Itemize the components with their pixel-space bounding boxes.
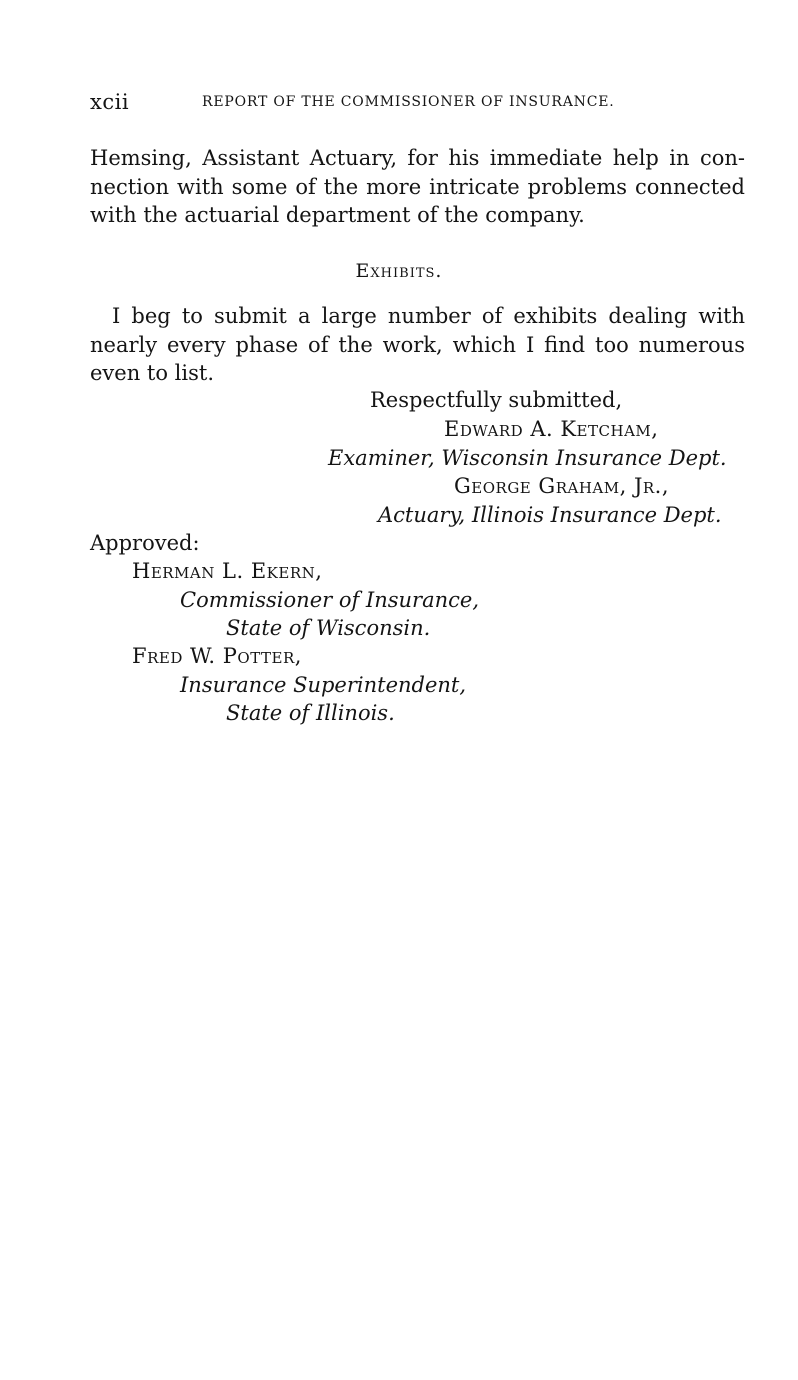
paragraph-line: with the actuarial department of the company. bbox=[90, 203, 585, 227]
signatory-title: Actuary, Illinois Insurance Dept. bbox=[378, 503, 722, 527]
page-number: xcii bbox=[90, 90, 130, 114]
opening-paragraph bbox=[90, 144, 745, 230]
running-title: REPORT OF THE COMMISSIONER OF INSURANCE. bbox=[202, 94, 615, 110]
paragraph-line: nearly every phase of the work, which I find too numerous bbox=[90, 332, 745, 357]
paragraph-line: I beg to submit a large number of exhibits dealing with bbox=[112, 304, 745, 328]
signatory-name: Edward A. Ketcham, bbox=[444, 417, 659, 441]
approver-title: Insurance Superintendent, bbox=[180, 673, 467, 697]
paragraph-line: even to list. bbox=[90, 361, 215, 385]
approver-state: State of Illinois. bbox=[226, 701, 395, 725]
running-head bbox=[90, 90, 748, 116]
signatory-title: Examiner, Wisconsin Insurance Dept. bbox=[328, 446, 727, 470]
approver-title: Commissioner of Insurance, bbox=[180, 588, 479, 612]
approver-name: Herman L. Ekern, bbox=[132, 559, 323, 583]
closing-salutation: Respectfully submitted, bbox=[370, 388, 623, 412]
exhibits-paragraph bbox=[90, 302, 745, 388]
approver-name: Fred W. Potter, bbox=[132, 644, 302, 668]
paragraph-line: nection with some of the more intricate problems connected bbox=[90, 174, 745, 199]
approval-label: Approved: bbox=[90, 531, 200, 555]
paragraph-line: Hemsing, Assistant Actuary, for his immediate help in con- bbox=[90, 146, 745, 170]
approver-state: State of Wisconsin. bbox=[226, 616, 431, 640]
signatory-name: George Graham, Jr., bbox=[454, 474, 670, 498]
section-heading-exhibits: Exhibits. bbox=[355, 260, 443, 282]
